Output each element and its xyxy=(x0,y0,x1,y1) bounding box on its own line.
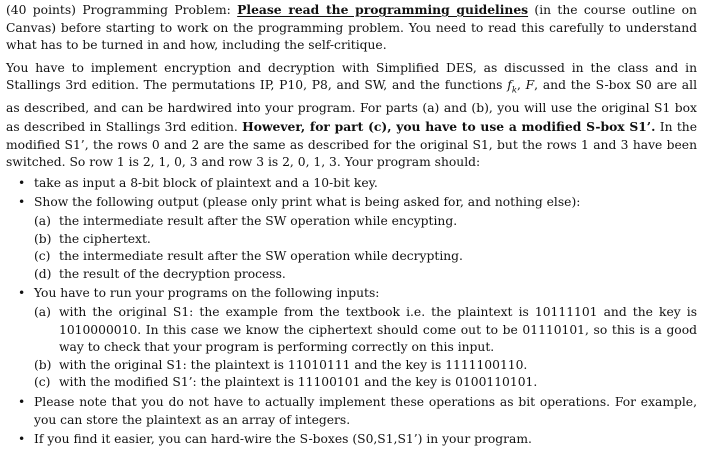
output-item: (a) the intermediate result after the SW operation while encypting. xyxy=(34,213,458,228)
function-fk: $f_k$ xyxy=(507,78,517,96)
header-paragraph xyxy=(6,1,697,55)
intro-part1: You have to implement encryption and decryption with Simplified DES, as discussed in the class and in Stallings 3rd edition. The permutations IP, P10, P8, and SW, and the functions xyxy=(6,60,697,93)
output-item: (b) the ciphertext. xyxy=(34,231,151,246)
requirements-list xyxy=(6,175,697,449)
input-item: (c) with the modified S1’: the plaintext is 11100101 and the key is 0100110101. xyxy=(34,375,538,390)
function-F: F xyxy=(525,78,535,93)
bullet-output: • Show the following output (please only print what is being asked for, and nothing else): (a) the intermediate result after the SW operation while encypting. (b) the ciphertext. (c) the intermediate result after the SW operation while decrypting. (d) the result of the decryption process. xyxy=(6,194,697,283)
intro-part3: In the modified S1’, the rows 0 and 2 are the same as described for the original S1, but the rows 1 and 3 have been switched. So row 1 is 2, 1, 0, 3 and row 3 is 2, 0, 1, 3. Your program should: xyxy=(6,120,697,170)
bullet-note: • Please note that you do not have to actually implement these operations as bit operations. For example, you can store the plaintext as an array of integers. xyxy=(6,394,697,429)
output-sublist xyxy=(34,213,697,283)
points-label: (40 points) Programming Problem: xyxy=(6,3,231,17)
output-item: (d) the result of the decryption process. xyxy=(34,266,286,281)
bullet-inputs: • You have to run your programs on the following inputs: (a) with the original S1: the example from the textbook i.e. the plaintext is 10111101 and the key is 1010000010. In this case we know the ciphertext should come out to be 01110101, so this is a good way to check that your program is performing correctly on this input. (b) with the original S1: the plaintext is 11010111 and the key is 1111100110. (c) with the modified S1’: the plaintext is 11100101 and the key is 0100110101. xyxy=(6,285,697,392)
intro-part2: , and the S-box S0 are all as described, and can be hardwired into your program. For parts (a) and (b), you will use the original S1 box as described in Stallings 3rd edition. xyxy=(6,78,697,135)
guidelines-link[interactable]: Please read the programming guidelines xyxy=(237,2,529,17)
bullet-input: • take as input a 8-bit block of plaintext and a 10-bit key. xyxy=(6,175,697,193)
function-fk-subscript: k xyxy=(511,85,517,96)
bullet-hardwire: • If you find it easier, you can hard-wire the S-boxes (S0,S1,S1’) in your program. xyxy=(6,431,697,449)
input-item: (a) with the original S1: the example from the textbook i.e. the plaintext is 10111101 and the key is 1010000010. In this case we know the ciphertext should come out to be 01110101, so this is a good way to check that your program is performing correctly on this input. xyxy=(34,304,697,355)
inputs-sublist xyxy=(34,304,697,392)
intro-paragraph: You have to implement encryption and decryption with Simplified DES, as discussed in the class and in Stallings 3rd edition. The permutations IP, P10, P8, and SW, and the functions $f_k$, F, and the S-box S0 are all as described, and can be hardwired into your program. For parts (a) and (b), you will use the original S1 box as described in Stallings 3rd edition. However, for part (c), you have to use a modified S-box S1’. In the modified S1’, the rows 0 and 2 are the same as described for the original S1, but the rows 1 and 3 have been switched. So row 1 is 2, 1, 0, 3 and row 3 is 2, 0, 1, 3. Your program should: xyxy=(6,60,697,170)
output-item: (c) the intermediate result after the SW operation while decrypting. xyxy=(34,249,463,264)
intro-bold-requirement: However, for part (c), you have to use a modified S-box S1’. xyxy=(242,119,656,135)
header-rest: (in the course outline on Canvas) before starting to work on the programming problem. You need to read this carefully to understand what has to be turned in and how, including the self-critique. xyxy=(6,3,697,53)
input-item: (b) with the original S1: the plaintext is 11010111 and the key is 1111100110. xyxy=(34,357,528,372)
